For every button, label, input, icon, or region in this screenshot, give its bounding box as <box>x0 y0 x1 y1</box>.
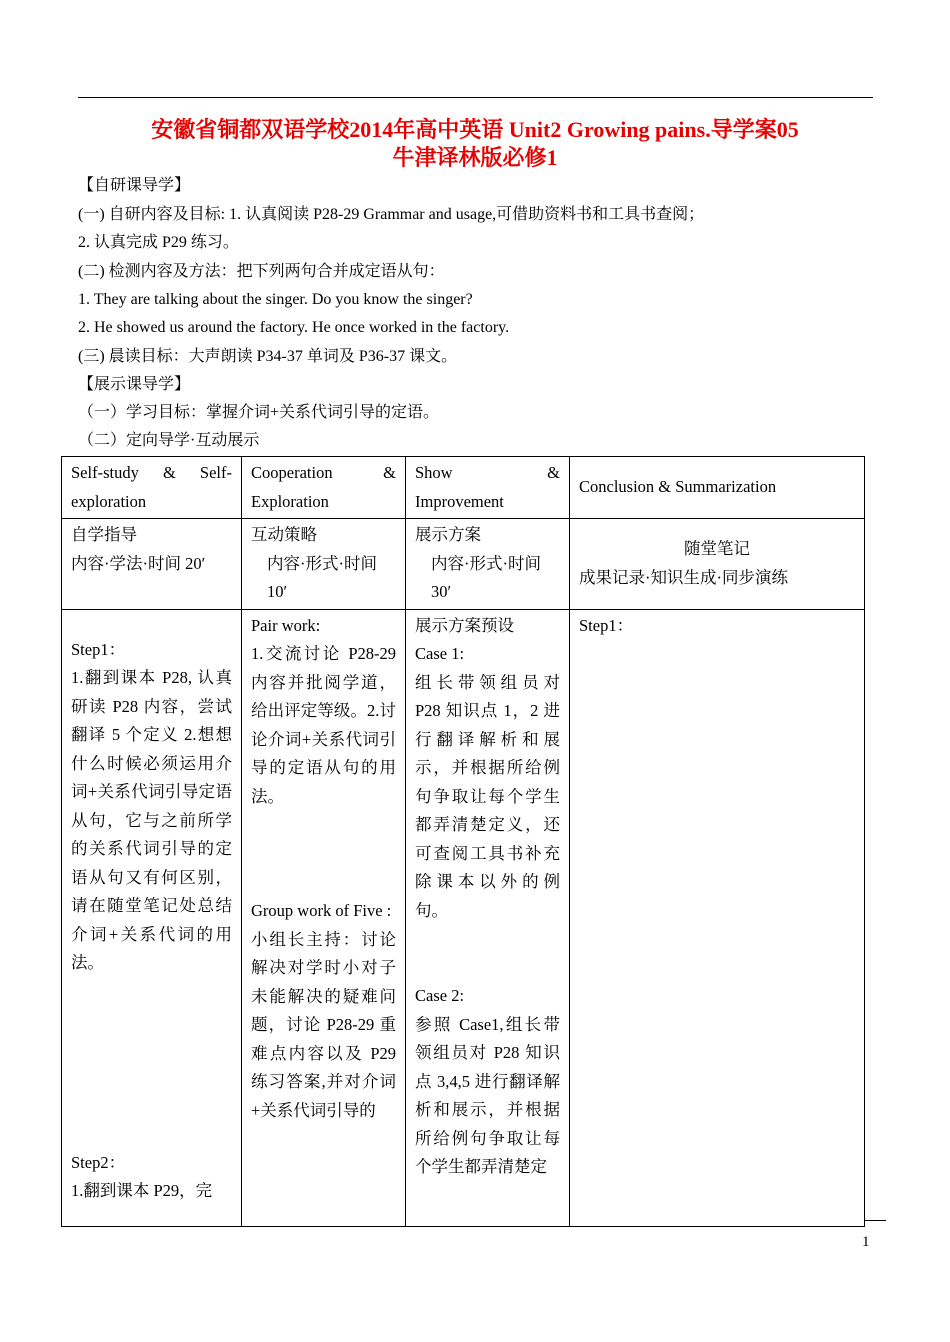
document-title-line2: 牛津译林版必修1 <box>392 145 558 170</box>
header-show: Show & Improvement <box>406 457 570 519</box>
intro-line: （二）定向导学·互动展示 <box>78 432 260 449</box>
case2-label: Case 2: <box>415 986 465 1005</box>
case1-text: 组长带领组员对 P28 知识点 1，2 进行翻译解析和展示，并根据所给例句争取让每个学生都弄清楚定义，还可查阅工具书补充除课本以外的例句。 <box>415 672 560 920</box>
subheader-cooperation <box>242 519 406 610</box>
body-self-study <box>62 609 242 1226</box>
subheader-notes <box>570 519 865 610</box>
body-show <box>406 609 570 1226</box>
group-work-label: Group work of Five : <box>251 901 392 920</box>
header-conclusion: Conclusion & Summarization <box>570 457 865 519</box>
subheader-label: 自学指导 <box>71 525 137 544</box>
subheader-detail: 内容·形式·时间 30′ <box>431 553 541 601</box>
guide-table <box>61 456 865 1227</box>
intro-line: (二) 检测内容及方法：把下列两句合并成定语从句： <box>78 263 445 280</box>
case1-label: Case 1: <box>415 644 465 663</box>
step1-text: 1.翻到课本 P28, 认真研读 P28 内容，尝试翻译 5 个定义 2.想想什么时候必须运用介词+关系代词引导定语从句，它与之前所学的关系代词引导的定语从句又有何区别，请在随堂笔记处总结介词+关系代词的用法。 <box>71 668 232 972</box>
intro-line: 2. 认真完成 P29 练习。 <box>78 234 239 251</box>
section-heading-show: 【展示课导学】 <box>78 376 191 393</box>
body-cooperation <box>242 609 406 1226</box>
header-self-study: Self-study & Self-exploration <box>62 457 242 519</box>
subheader-self-study <box>62 519 242 610</box>
subheader-detail: 内容·形式·时间 10′ <box>267 553 377 601</box>
body-notes <box>570 609 865 1226</box>
intro-line: 2. He showed us around the factory. He once worked in the factory. <box>78 319 510 336</box>
intro-line: (三) 晨读目标：大声朗读 P34-37 单词及 P36-37 课文。 <box>78 348 458 365</box>
subheader-label: 展示方案 <box>415 525 481 544</box>
group-work-text: 小组长主持：讨论解决对学时小对子未能解决的疑难问题，讨论 P28-29 重难点内容以及 P29 练习答案,并对介词+关系代词引导的 <box>251 929 396 1120</box>
footer-rule <box>864 1220 886 1221</box>
subheader-detail: 成果记录·知识生成·同步演练 <box>579 567 788 587</box>
subheader-label: 随堂笔记 <box>684 539 750 559</box>
step2-text: 1.翻到课本 P29，完 <box>71 1181 213 1200</box>
case2-text: 参照 Case1,组长带领组员对 P28 知识点 3,4,5 进行翻译解析和展示，并根据所给例句争取让每个学生都弄清楚定 <box>415 1014 560 1176</box>
step1-label: Step1： <box>71 639 126 659</box>
pair-work-text: 1.交流讨论 P28-29 内容并批阅学道，给出评定等级。2.讨论介词+关系代词引导的定语从句的用法。 <box>251 644 396 806</box>
subheader-label: 互动策略 <box>251 525 317 544</box>
intro-line: (一) 自研内容及目标: 1. 认真阅读 P28-29 Grammar and usage,可借助资料书和工具书查阅； <box>78 206 705 223</box>
pair-work-label: Pair work: <box>251 615 321 635</box>
notes-step1-label: Step1： <box>579 615 634 635</box>
section-heading-self-study: 【自研课导学】 <box>78 177 191 194</box>
intro-line: 1. They are talking about the singer. Do you know the singer? <box>78 291 473 308</box>
document-title-line1: 安徽省铜都双语学校2014年高中英语 Unit2 Growing pains.导学案05 <box>151 117 799 142</box>
page-number: 1 <box>862 1234 870 1250</box>
intro-line: （一）学习目标：掌握介词+关系代词引导的定语。 <box>78 404 440 421</box>
subheader-show <box>406 519 570 610</box>
header-rule <box>78 97 873 98</box>
show-plan-title: 展示方案预设 <box>415 615 514 635</box>
subheader-detail: 内容·学法·时间 20′ <box>71 553 206 573</box>
header-cooperation: Cooperation & Exploration <box>242 457 406 519</box>
step2-label: Step2： <box>71 1152 126 1172</box>
